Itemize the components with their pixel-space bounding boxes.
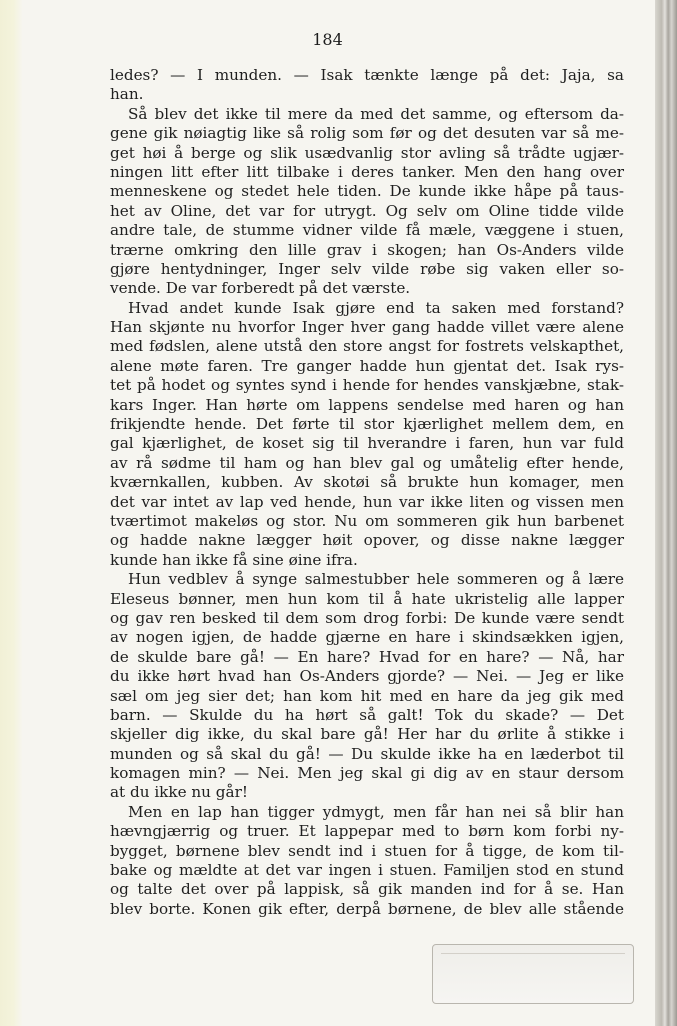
text-line: vende. De var forberedt på det værste. xyxy=(110,279,411,298)
text-line: barn. — Skulde du ha hørt så galt! Tok du skade? — Det xyxy=(110,705,624,724)
text-line: skjeller dig ikke, du skal bare gå! Her har du ørlite å stikke i xyxy=(110,725,624,744)
text-line: komagen min? — Nei. Men jeg skal gi dig av en staur dersom xyxy=(110,764,624,783)
text-line: og hadde nakne lægger høit opover, og disse nakne lægger xyxy=(110,531,624,550)
text-line: menneskene og stedet hele tiden. De kunde ikke håpe på taus- xyxy=(110,182,624,201)
text-line: Hun vedblev å synge salmestubber hele sommeren og å lære xyxy=(128,570,624,589)
text-line: han. xyxy=(110,85,144,104)
text-line: andre tale, de stumme vidner vilde få mæle, væggene i stuen, xyxy=(110,221,624,240)
body-text xyxy=(110,66,624,919)
text-line: ledes? — I munden. — Isak tænkte længe på det: Jaja, sa xyxy=(110,66,624,84)
text-line: gal kjærlighet, de koset sig til hverandre i faren, hun var fuld xyxy=(110,434,624,453)
text-line: sæl om jeg sier det; han kom hit med en hare da jeg gik med xyxy=(110,686,624,705)
text-line: Eleseus bønner, men hun kom til å hate ukristelig alle lapper xyxy=(110,589,624,608)
text-line: med fødslen, alene utstå den store angst for fostrets velskapthet, xyxy=(110,337,624,356)
library-label xyxy=(432,944,634,1004)
text-line: du ikke hørt hvad han Os-Anders gjorde? — Nei. — Jeg er like xyxy=(110,667,624,686)
text-line: Hvad andet kunde Isak gjøre end ta saken med forstand? xyxy=(128,298,624,317)
text-line: munden og så skal du gå! — Du skulde ikke ha en læderbot til xyxy=(110,744,624,763)
text-line: het av Oline, det var for utrygt. Og selv om Oline tidde vilde xyxy=(110,201,624,220)
text-line: gjøre hentydninger, Inger selv vilde røbe sig vaken eller so- xyxy=(110,259,624,278)
text-line: og gav ren besked til dem som drog forbi: De kunde være sendt xyxy=(110,608,624,627)
text-line: gene gik nøiagtig like så rolig som før og det desuten var så me- xyxy=(110,124,624,143)
text-line: tværtimot makeløs og stor. Nu om sommeren gik hun barbenet xyxy=(110,511,624,530)
page-gutter xyxy=(0,0,22,1026)
text-line: Men en lap han tigger ydmygt, men får han nei så blir han xyxy=(128,802,624,821)
text-line: Så blev det ikke til mere da med det samme, og eftersom da- xyxy=(128,104,624,123)
text-line: bygget, børnene blev sendt ind i stuen for å tigge, de kom til- xyxy=(110,841,624,860)
text-line: det var intet av lap ved hende, hun var ikke liten og vissen men xyxy=(110,492,624,511)
text-line: frikjendte hende. Det førte til stor kjærlighet mellem dem, en xyxy=(110,415,624,434)
page-number: 184 xyxy=(312,30,343,49)
library-label-inner xyxy=(441,953,625,995)
text-line: av nogen igjen, de hadde gjærne en hare i skindsækken igjen, xyxy=(110,628,624,647)
text-line: hævngjærrig og truer. Et lappepar med to børn kom forbi ny- xyxy=(110,822,624,841)
text-line: at du ikke nu går! xyxy=(110,783,248,802)
text-line: ningen litt efter litt tilbake i deres tanker. Men den hang over xyxy=(110,162,624,181)
text-line: av rå sødme til ham og han blev gal og umåtelig efter hende, xyxy=(110,453,624,472)
text-line: kunde han ikke få sine øine ifra. xyxy=(110,550,358,569)
text-line: trærne omkring den lille grav i skogen; han Os-Anders vilde xyxy=(110,240,624,259)
text-line: bake og mældte at det var ingen i stuen. Familjen stod en stund xyxy=(110,861,624,880)
text-line: kværnkallen, kubben. Av skotøi så brukte hun komager, men xyxy=(110,473,624,492)
text-line: kars Inger. Han hørte om lappens sendelse med haren og han xyxy=(110,395,624,414)
text-line: og talte det over på lappisk, så gik manden ind for å se. Han xyxy=(110,880,624,899)
text-line: alene møte faren. Tre ganger hadde hun gjentat det. Isak rys- xyxy=(110,356,624,375)
text-line: get høi å berge og slik usædvanlig stor avling så trådte ugjær- xyxy=(110,143,624,162)
text-line: de skulde bare gå! — En hare? Hvad for en hare? — Nå, har xyxy=(110,647,624,666)
page-edges xyxy=(655,0,677,1026)
text-line: Han skjønte nu hvorfor Inger hver gang hadde villet være alene xyxy=(110,318,624,337)
text-line: tet på hodet og syntes synd i hende for hendes vanskjæbne, stak- xyxy=(110,376,624,395)
text-line: blev borte. Konen gik efter, derpå børnene, de blev alle stående xyxy=(110,899,624,918)
